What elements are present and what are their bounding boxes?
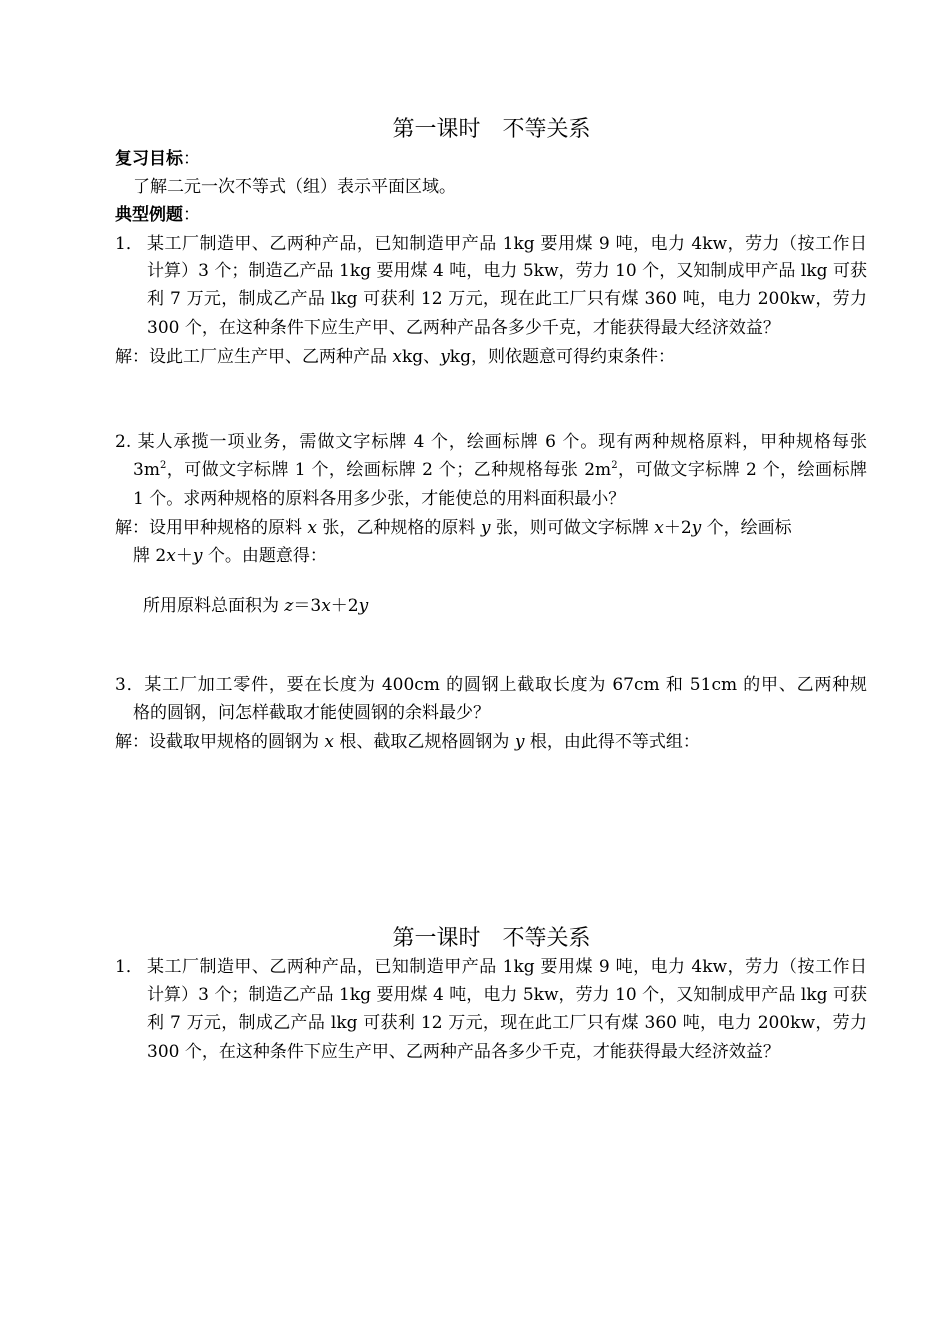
problem2-line2-a: 3m: [133, 460, 160, 480]
problem1-solution-suffix: kg，则依题意可得约束条件：: [449, 347, 675, 367]
problem1-line-1: 某工厂制造甲、乙两种产品，已知制造甲产品 1kg 要用煤 9 吨，电力 4kw，劳力（按工作日: [147, 234, 867, 254]
solution-text: 根、截取乙规格圆钢为: [334, 732, 515, 752]
lesson-title: 第一课时 不等关系: [392, 117, 591, 142]
formula-text: ＝3: [293, 596, 322, 616]
var-y: y: [440, 347, 450, 367]
solution-text: 个，绘画标: [701, 518, 792, 538]
problem1-solution-mid: kg、: [402, 347, 441, 367]
solution-text: 根，由此得不等式组：: [524, 732, 700, 752]
problem1-number: 1．: [115, 234, 143, 254]
var-x: x: [307, 518, 317, 538]
var-z: z: [284, 596, 294, 616]
solution-text: 牌 2: [133, 546, 167, 566]
problem2-line-3: 1 个。求两种规格的原料各用多少张，才能使总的用料面积最小？: [133, 489, 626, 509]
copy-problem1-number: 1．: [115, 957, 143, 977]
var-x: x: [166, 546, 176, 566]
problem1-line-2: 计算）3 个；制造乙产品 1kg 要用煤 4 吨，电力 5kw，劳力 10 个，又知制成甲产品 lkg 可获: [147, 261, 867, 281]
problem3-line-1: 3．某工厂加工零件，要在长度为 400cm 的圆钢上截取长度为 67cm 和 51cm 的甲、乙两种规: [115, 675, 867, 695]
solution-text: 张，乙种规格的原料: [317, 518, 481, 538]
var-y: y: [514, 732, 525, 752]
copy-problem1-line-1: 某工厂制造甲、乙两种产品，已知制造甲产品 1kg 要用煤 9 吨，电力 4kw，劳力（按工作日: [147, 957, 867, 977]
review-goal-text: 了解二元一次不等式（组）表示平面区域。: [133, 177, 456, 197]
formula-text: 所用原料总面积为: [143, 596, 285, 616]
solution-text: ＋2: [663, 518, 692, 538]
solution-text: 解：设截取甲规格的圆钢为: [115, 732, 325, 752]
problem2-line-1: 2. 某人承揽一项业务，需做文字标牌 4 个，绘画标牌 6 个。现有两种规格原料，甲种规格每张: [115, 432, 867, 452]
superscript: 2: [611, 460, 618, 471]
formula-text: ＋2: [330, 596, 359, 616]
solution-text: 个。由题意得：: [202, 546, 327, 566]
problem1-solution-prefix: 解：设此工厂应生产甲、乙两种产品: [115, 347, 393, 367]
review-goal-heading: [115, 146, 200, 172]
superscript: 2: [159, 460, 167, 471]
copy-problem1-line-2: 计算）3 个；制造乙产品 1kg 要用煤 4 吨，电力 5kw，劳力 10 个，又知制成甲产品 lkg 可获: [147, 985, 867, 1005]
copy-problem1-line-4: 300 个，在这种条件下应生产甲、乙两种产品各多少千克，才能获得最大经济效益？: [147, 1042, 780, 1062]
problem1-line-3: 利 7 万元，制成乙产品 lkg 可获利 12 万元，现在此工厂只有煤 360 吨，电力 200kw，劳力: [147, 289, 867, 309]
problem2-line2-c: ，可做文字标牌 2 个，绘画标牌: [617, 460, 868, 480]
solution-text: 张，则可做文字标牌: [490, 518, 655, 538]
var-x: x: [654, 518, 664, 538]
var-y: y: [358, 596, 369, 616]
var-y: y: [192, 546, 203, 566]
solution-text: ＋: [175, 546, 193, 566]
copy-lesson-title: 第一课时 不等关系: [392, 926, 591, 951]
problem1-line-4: 300 个，在这种条件下应生产甲、乙两种产品各多少千克，才能获得最大经济效益？: [147, 318, 780, 338]
var-y: y: [480, 518, 491, 538]
var-x: x: [321, 596, 331, 616]
var-x: x: [392, 347, 402, 367]
solution-text: 解：设用甲种规格的原料: [115, 518, 308, 538]
problem2-line2-b: ，可做文字标牌 1 个，绘画标牌 2 个；乙种规格每张 2m: [166, 460, 612, 480]
problem3-solution: [115, 729, 700, 755]
examples-label: 典型例题: [115, 205, 183, 225]
problem3-line-2: 格的圆钢，问怎样截取才能使圆钢的余料最少？: [133, 703, 490, 723]
var-y: y: [691, 518, 702, 538]
review-goal-colon: ：: [183, 149, 200, 169]
problem2-line-2: [133, 457, 867, 483]
problem2-solution-line-2: [133, 543, 327, 569]
examples-heading: [115, 202, 200, 228]
problem2-area-formula: [143, 593, 368, 619]
var-x: x: [324, 732, 334, 752]
problem1-solution: [115, 344, 675, 370]
examples-colon: ：: [183, 205, 200, 225]
review-goal-label: 复习目标: [115, 149, 183, 169]
copy-problem1-line-3: 利 7 万元，制成乙产品 lkg 可获利 12 万元，现在此工厂只有煤 360 吨，电力 200kw，劳力: [147, 1013, 867, 1033]
problem2-solution-line-1: [115, 515, 792, 541]
